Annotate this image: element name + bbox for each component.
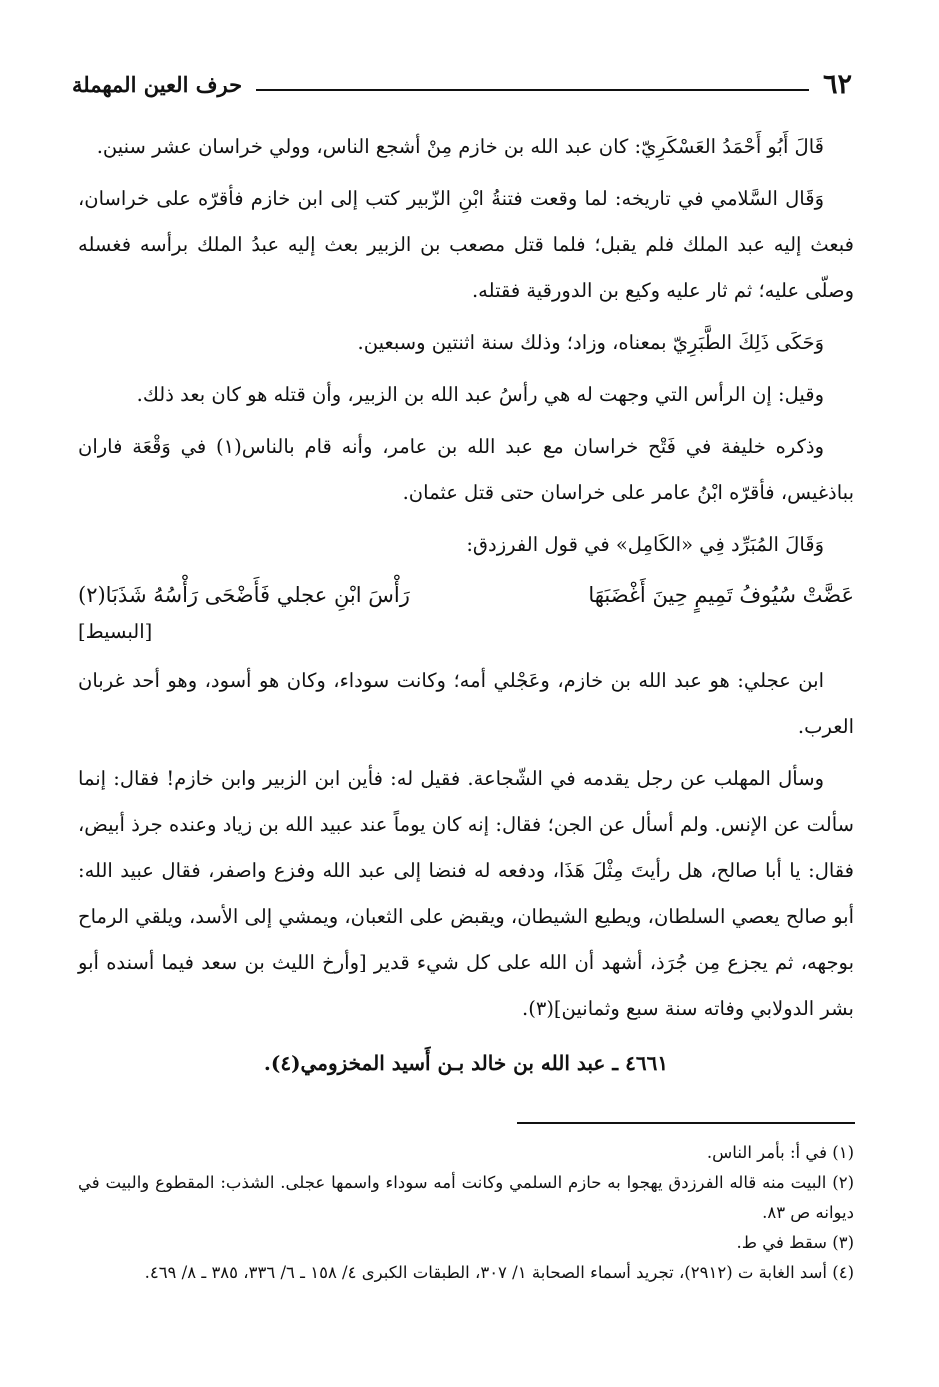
footnotes [78, 1138, 854, 1288]
running-title: حرف العين المهملة [72, 71, 243, 97]
poem-hemistich-first: عَضَّتْ سُيُوفُ تَمِيمٍ حِينَ أَغْضَبَهَا [588, 583, 854, 607]
header-rule [256, 89, 809, 91]
paragraph: وذكره خليفة في فَتْح خراسان مع عبد الله بن عامر، وأنه قام بالناس(١) في وَقْعَة فاران بباذغيس، فأقرّه ابْنُ عامر على خراسان حتى قتل عثمان. [78, 435, 854, 504]
footnote: (٤) أسد الغابة ت (٢٩١٢)، تجريد أسماء الصحابة ١/ ٣٠٧، الطبقات الكبرى ٤/ ١٥٨ ـ ٦/ ٣٣٦، ٣٨٥ ـ ٨/ ٤٦٩. [144, 1263, 854, 1282]
footnote: (١) في أ: بأمر الناس. [706, 1143, 854, 1162]
page-header [72, 64, 852, 104]
main-text [78, 124, 854, 1086]
poem-meter: [البسيط] [78, 620, 153, 643]
paragraph: وَحَكَى ذَلِكَ الطَّبَرِيّ بمعناه، وزاد؛ وذلك سنة اثنتين وسبعين. [357, 331, 824, 354]
footnote-rule [517, 1122, 855, 1124]
footnote: (٢) البيت منه قاله الفرزدق يهجوا به حازم السلمي وكانت أمه سوداء واسمها عجلى. الشذب: المقطوع والبيت في ديوانه ص ٨٣. [78, 1173, 854, 1222]
footnote: (٣) سقط في ط. [736, 1233, 854, 1252]
paragraph: قَالَ أَبُو أَحْمَدُ العَسْكَرِيّ: كان عبد الله بن خازم مِنْ أشجع الناس، وولي خراسان عشر سنين. [96, 135, 824, 158]
paragraph: وَقَال السَّلامي في تاريخه: لما وقعت فتنةُ ابْنِ الزّبير كتب إلى ابن خازم فأقرّه على خراسان، فبعث إليه عبد الملك فلم يقبل؛ فلما قتل مصعب بن الزبير بعث إليه عبدُ الملك برأسه فغسله وصلّى عليه؛ ثم ثار عليه وكيع بن الدورقية فقتله. [78, 187, 854, 302]
page-number: ٦٢ [822, 68, 852, 100]
paragraph: ابن عجلي: هو عبد الله بن خازم، وعَجْلي أمه؛ وكانت سوداء، وكان هو أسود، وهو أحد غربان العرب. [78, 669, 854, 738]
entry-heading: ٤٦٦١ ـ عبد الله بن خالد بـن أَسيد المخزومي(٤). [263, 1051, 669, 1075]
poem-hemistich-second: رَأْسَ ابْنِ عجلي فَأَضْحَى رَأْسُهُ شَذَبَا(٢) [78, 583, 410, 607]
paragraph: وسأل المهلب عن رجل يقدمه في الشّجاعة. فقيل له: فأين ابن الزبير وابن خازم! فقال: إنما سألت عن الإنس. ولم أسأل عن الجن؛ فقال: إنه كان يوماً عند عبيد الله بن زياد وعنده جرذ أبيض، فقال: يا أبا صالح، هل رأيتَ مِثْلَ هَذَا، ودفعه له فنضا إلى عبد الله وفزع واصفر، فقال عبيد الله: أبو صالح يعصي السلطان، ويطيع الشيطان، ويقبض على الثعبان، ويمشي إلى الأسد، ويلقي الرماح بوجهه، ثم يجزع مِن جُرَذ، أشهد أن الله على كل شيء قدير [وأرخ الليث بن سعد فيما أسنده أبو بشر الدولابي وفاته سنة سبع وثمانين](٣). [78, 767, 854, 1020]
paragraph: وقيل: إن الرأس التي وجهت له هي رأسُ عبد الله بن الزبير، وأن قتله هو كان بعد ذلك. [136, 383, 824, 406]
paragraph: وَقَالَ المُبَرِّد فِي «الكَامِل» في قول الفرزدق: [466, 533, 824, 556]
poem-verse [78, 574, 854, 616]
